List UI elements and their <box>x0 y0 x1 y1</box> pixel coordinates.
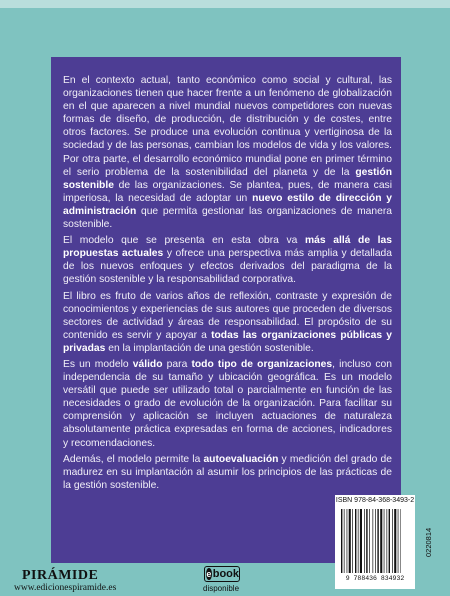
bold-phrase: válido <box>132 358 163 370</box>
product-code: 0220814 <box>424 527 433 557</box>
publisher-name: PIRÁMIDE <box>22 568 99 583</box>
isbn-label: ISBN 978-84-368-3493-2 <box>335 497 415 504</box>
text-paragraph <box>63 453 392 492</box>
ebook-e-icon: e <box>206 569 212 579</box>
text-run: de las organizaciones. Se plantea, pues, de manera casi imperiosa, la necesidad de adoptar un <box>63 179 392 204</box>
back-cover-text <box>63 74 392 495</box>
bold-phrase: todo tipo de organizaciones <box>191 358 333 370</box>
text-run: Además, el modelo permite la <box>63 453 204 465</box>
text-run: El libro es fruto de varios años de reflexión, contraste y expresión de conocimientos y experiencias de sus autores que proceden de diversos sectores de actividad y áreas de responsabilidad. El propósito de su contenido es servir y apoyar a <box>63 290 392 341</box>
text-run: que permita gestionar las organizaciones de manera sostenible. <box>63 205 392 231</box>
text-run: en la implantación de una gestión sostenible. <box>105 342 314 354</box>
ebook-available-label: disponible <box>203 584 240 593</box>
text-run: y ofrece una perspectiva más amplia y detallada de los nuevos enfoques y efectos derivados del paradigma de la gestión sostenible y la responsabilidad corporativa. <box>63 248 392 286</box>
bold-phrase: todas las organizaciones públicas y privadas <box>63 329 392 354</box>
text-run: El modelo que se presenta en esta obra va <box>63 235 306 247</box>
bold-phrase: nuevo estilo de dirección y administración <box>63 192 393 217</box>
bold-phrase: autoevaluación <box>203 453 279 465</box>
text-run: para <box>162 358 192 370</box>
barcode-area <box>335 495 415 589</box>
publisher-website: www.edicionespiramide.es <box>14 583 117 593</box>
text-paragraph <box>63 358 392 450</box>
bold-phrase: gestión sostenible <box>63 166 392 191</box>
barcode-icon <box>341 509 401 573</box>
barcode-number: 9 788436 834932 <box>345 575 405 582</box>
cover-top-strip <box>0 0 450 8</box>
bold-phrase: más allá de las propuestas actuales <box>63 235 393 260</box>
text-paragraph <box>63 234 392 286</box>
text-run: Es un modelo <box>63 358 133 370</box>
text-paragraph <box>63 74 392 231</box>
text-run: En el contexto actual, tanto económico como social y cultural, las organizaciones tienen que hacer frente a un fenómeno de globalización en el que aparecen a nivel mundial nuevos competidores con nuevas formas de diseño, de producción, de distribución y de costes, entre otros factores. Se produce una evolución continua y vertiginosa de la sociedad y de las personas, cambian los modelos de vida y los valores. Por otra parte, el desarrollo económico mundial pone en primer término el serio problema de la sostenibilidad del planeta y de la <box>63 75 392 178</box>
text-run: , incluso con independencia de su tamaño y ubicación geográfica. Es un modelo versátil que puede ser utilizado total o parcialmente en función de las necesidades o grado de evolución de la organización. Para facilitar su comprensión y aplicación se incluyen actuaciones de naturaleza absolutamente práctica expresadas en forma de acciones, indicadores y recomendaciones. <box>63 358 392 449</box>
text-run: y medición del grado de madurez en su implantación al asumir los principios de las prácticas de la gestión sostenible. <box>63 453 392 491</box>
ebook-logo <box>204 566 240 582</box>
ebook-logo-text: book <box>212 568 239 580</box>
text-paragraph <box>63 290 392 355</box>
